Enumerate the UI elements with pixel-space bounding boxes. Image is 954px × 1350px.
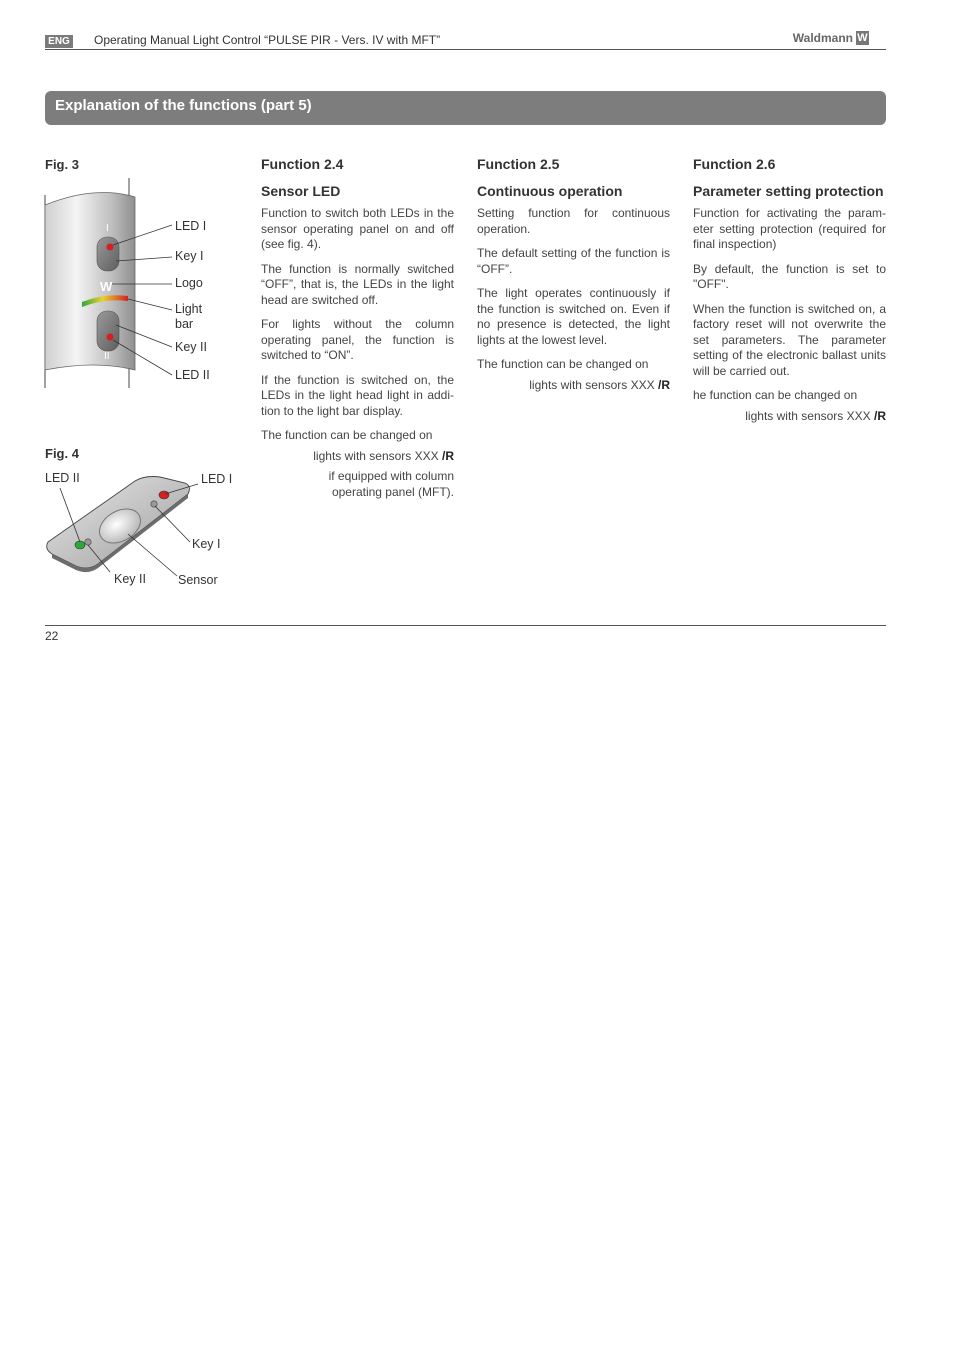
- fig3-label-key1: Key I: [175, 249, 204, 263]
- fig4-key2: [85, 539, 91, 545]
- svg-text:II: II: [104, 351, 110, 362]
- function-2-5-heading: Function 2.5: [477, 156, 560, 172]
- sensor-line-suffix: /R: [442, 448, 454, 463]
- language-badge: ENG: [45, 35, 73, 48]
- function-2-6-column: [693, 156, 886, 429]
- fig4-label-led2: LED II: [45, 471, 80, 485]
- svg-text:W: W: [100, 279, 113, 294]
- fig4-title: Fig. 4: [45, 446, 79, 461]
- fig4-led2: [75, 541, 85, 549]
- function-2-5-paragraph: Setting function for continuous operation.: [477, 206, 670, 236]
- sensor-line-suffix: /R: [658, 377, 670, 392]
- function-2-6-paragraph: he function can be changed on: [693, 388, 858, 402]
- function-2-5-paragraph: The default setting of the function is “OFF”.: [477, 246, 670, 276]
- function-2-5-column: [477, 156, 670, 398]
- function-2-5-subheading: Continuous operation: [477, 183, 623, 199]
- function-2-4-note: operating panel (MFT).: [331, 484, 454, 499]
- function-2-5-sensor-line: [477, 378, 670, 394]
- function-2-4-paragraph: If the function is switched on, the LEDs in the light head light in addi-tion to the light bar display.: [261, 372, 454, 418]
- sensor-line-suffix: /R: [874, 408, 886, 423]
- fig4-label-key1: Key I: [192, 537, 221, 551]
- fig4-label-key2: Key II: [114, 572, 146, 586]
- section-bar: [45, 91, 886, 125]
- section-title: Explanation of the functions (part 5): [55, 97, 312, 114]
- fig3-led2: [107, 334, 114, 341]
- fig4-led1: [159, 491, 169, 499]
- function-2-5-paragraph: The function can be changed on: [477, 357, 649, 371]
- function-2-4-paragraph: Function to switch both LEDs in the sensor operating panel on and off (see fig. 4).: [261, 206, 454, 251]
- svg-text:I: I: [106, 223, 109, 234]
- function-2-4-note: if equipped with column: [328, 469, 454, 483]
- fig4-label-led1: LED I: [201, 472, 233, 486]
- fig3-label-lightbar-1: Light: [175, 302, 203, 316]
- header-divider: [45, 49, 886, 50]
- fig3-title: Fig. 3: [45, 157, 79, 172]
- function-2-5-paragraph: The light operates continuously if the function is switched on. Even if no presence is detected, the light lights at the lowest level.: [477, 286, 670, 347]
- function-2-4-sensor-line: [261, 449, 454, 465]
- sensor-line-text: lights with sensors XXX: [313, 448, 439, 463]
- document-title: Operating Manual Light Control “PULSE PIR - Vers. IV with MFT”: [94, 33, 441, 47]
- fig3-label-led2: LED II: [175, 368, 210, 382]
- function-2-6-paragraph: Function for activating the param-eter setting protection (required for final inspection): [693, 206, 886, 251]
- brand-name: Waldmann: [792, 31, 853, 45]
- fig3-label-led1: LED I: [175, 219, 207, 233]
- function-2-4-subheading: Sensor LED: [261, 183, 341, 199]
- fig3-label-logo: Logo: [175, 276, 203, 290]
- footer-divider: [45, 625, 886, 626]
- page-number: 22: [45, 629, 59, 643]
- sensor-line-text: lights with sensors XXX: [745, 408, 871, 423]
- sensor-line-text: lights with sensors XXX: [529, 377, 655, 392]
- fig4-label-sensor: Sensor: [178, 573, 218, 587]
- function-2-4-paragraph: The function is normally switched “OFF”, that is, the LEDs in the light head are switched off.: [261, 261, 454, 307]
- brand-logo: [793, 31, 869, 45]
- fig3-label-lightbar-2: bar: [175, 317, 194, 331]
- function-2-6-paragraph: By default, the function is set to "OFF".: [693, 261, 886, 291]
- fig3-key1: [97, 237, 119, 271]
- function-2-6-heading: Function 2.6: [693, 156, 776, 172]
- fig4-key1: [151, 501, 157, 507]
- fig3-label-key2: Key II: [175, 340, 207, 354]
- function-2-6-sensor-line: [693, 409, 886, 425]
- function-2-4-paragraph: The function can be changed on: [261, 428, 433, 442]
- function-2-4-heading: Function 2.4: [261, 156, 344, 172]
- fig3-led1: [107, 244, 114, 251]
- fig3-key2: [97, 311, 119, 351]
- fig3-column-panel-illustration: [40, 175, 180, 390]
- function-2-6-subheading: Parameter setting protection: [693, 183, 884, 199]
- function-2-6-paragraph: When the function is switched on, a factory reset will not overwrite the set parameters. The parameter setting of the electronic ballast units will be carried out.: [693, 301, 886, 378]
- brand-w-icon: W: [857, 32, 868, 44]
- function-2-4-column: [261, 156, 454, 505]
- function-2-4-paragraph: For lights without the column operating panel, the function is switched to “ON”.: [261, 317, 454, 362]
